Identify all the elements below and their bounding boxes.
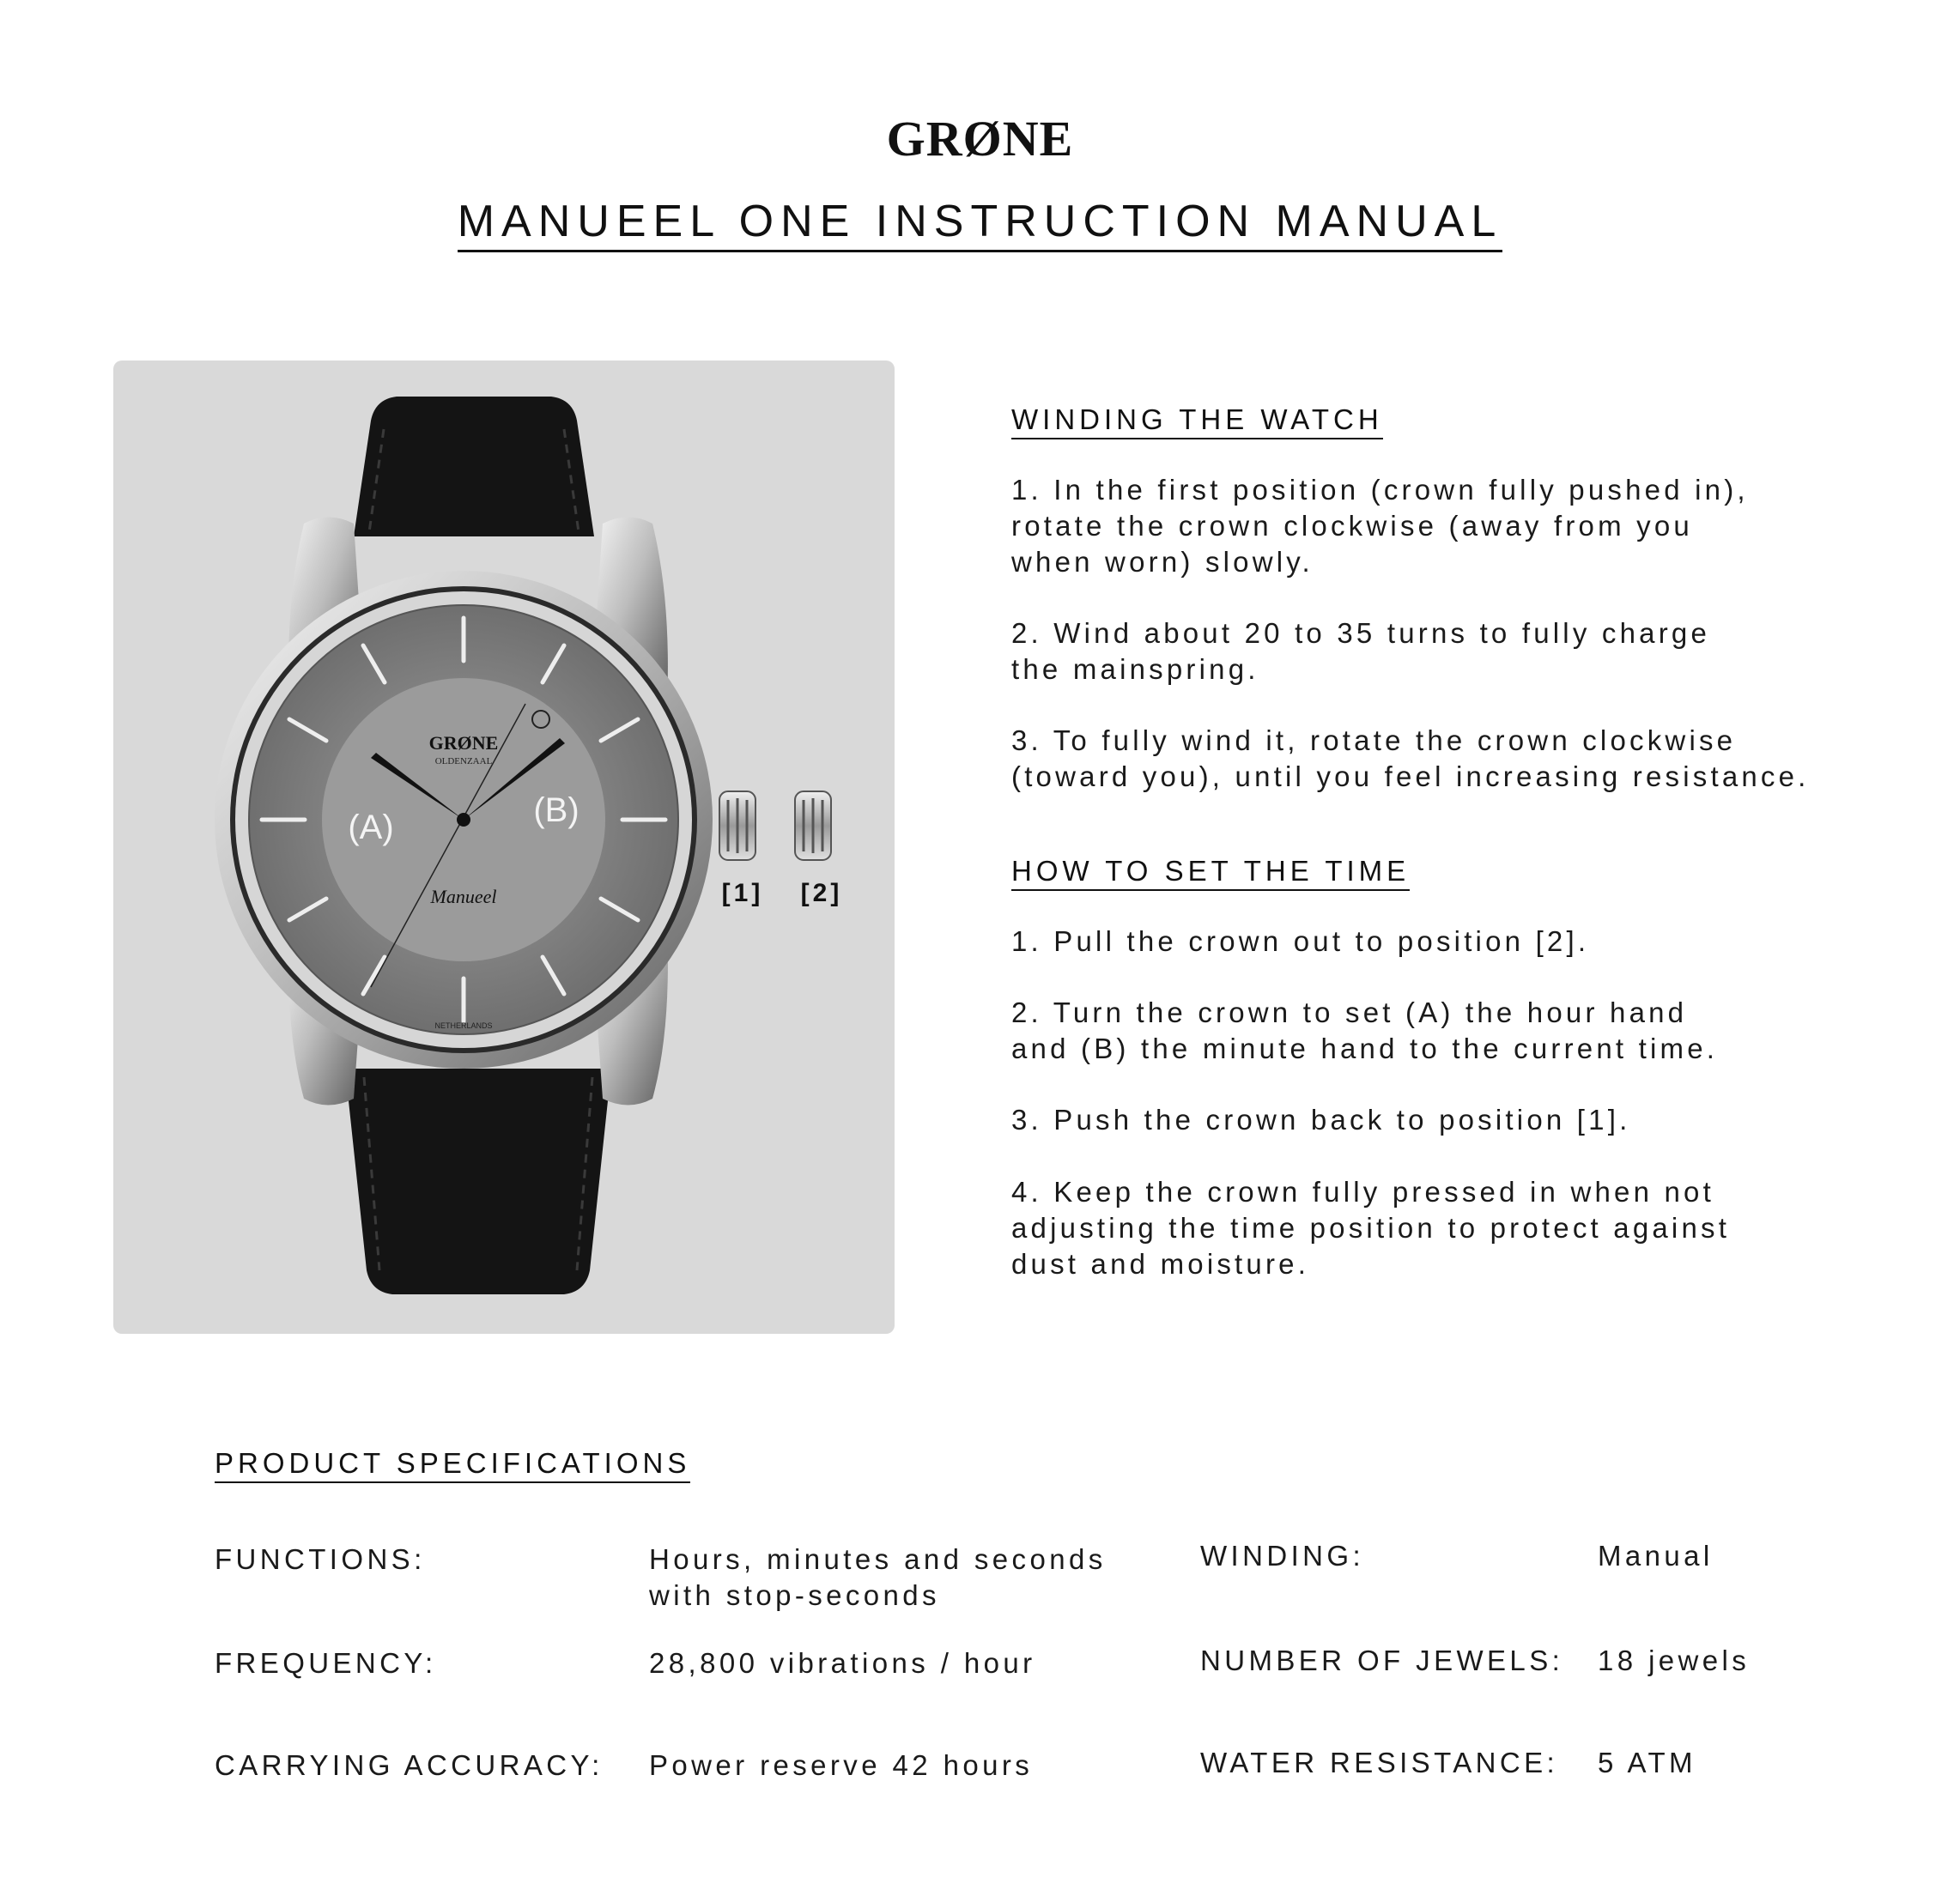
set-time-step-1: 1. Pull the crown out to position [2]. [1011, 925, 1590, 957]
crown-position-2-label: [2] [800, 879, 843, 907]
dial-origin: NETHERLANDS [434, 1021, 493, 1030]
spec-winding-label: WINDING: [1200, 1540, 1365, 1572]
spec-water-label: WATER RESISTANCE: [1200, 1747, 1559, 1778]
winding-step-2: 2. Wind about 20 to 35 turns to fully charge the mainspring. [1011, 617, 1711, 685]
strap-top [354, 397, 594, 536]
spec-winding-value: Manual [1598, 1540, 1714, 1572]
set-time-heading: HOW TO SET THE TIME [1011, 855, 1410, 887]
dial-script: Manueel [430, 886, 497, 907]
set-time-step-2: 2. Turn the crown to set (A) the hour hand and (B) the minute hand to the current time. [1011, 997, 1719, 1064]
spec-functions-label: FUNCTIONS: [215, 1543, 426, 1575]
hand-label-b: (B) [533, 791, 580, 829]
document-title: MANUEEL ONE INSTRUCTION MANUAL [0, 196, 1960, 247]
spec-water-value: 5 ATM [1598, 1747, 1696, 1778]
dial-city: OLDENZAAL [434, 756, 493, 766]
strap-bottom [345, 1069, 611, 1294]
specs-heading: PRODUCT SPECIFICATIONS [215, 1447, 690, 1480]
spec-functions-value: Hours, minutes and seconds with stop-seconds [649, 1543, 1107, 1611]
winding-step-3: 3. To fully wind it, rotate the crown clockwise (toward you), until you feel increasing resistance. [1011, 724, 1810, 792]
spec-accuracy-value: Power reserve 42 hours [649, 1749, 1034, 1781]
crown-position-1 [719, 791, 755, 860]
spec-jewels-label: NUMBER OF JEWELS: [1200, 1645, 1564, 1676]
set-time-step-3: 3. Push the crown back to position [1]. [1011, 1104, 1631, 1136]
spec-accuracy-label: CARRYING ACCURACY: [215, 1749, 604, 1781]
spec-frequency-label: FREQUENCY: [215, 1647, 437, 1679]
brand-logo: GRØNE [886, 111, 1074, 167]
winding-step-1: 1. In the first position (crown fully pushed in), rotate the crown clockwise (away from you when worn) slowly. [1011, 474, 1749, 578]
crown-position-1-label: [1] [721, 879, 764, 907]
watch-illustration [113, 360, 895, 1334]
winding-heading: WINDING THE WATCH [1011, 403, 1383, 436]
spec-jewels-value: 18 jewels [1598, 1645, 1751, 1676]
watch-illustration-panel [113, 360, 895, 1334]
dial-brand: GRØNE [428, 732, 499, 754]
crown-position-2 [795, 791, 831, 860]
spec-frequency-value: 28,800 vibrations / hour [649, 1647, 1036, 1679]
hand-label-a: (A) [348, 809, 394, 846]
set-time-step-4: 4. Keep the crown fully pressed in when not adjusting the time position to protect against dust and moisture. [1011, 1176, 1731, 1280]
